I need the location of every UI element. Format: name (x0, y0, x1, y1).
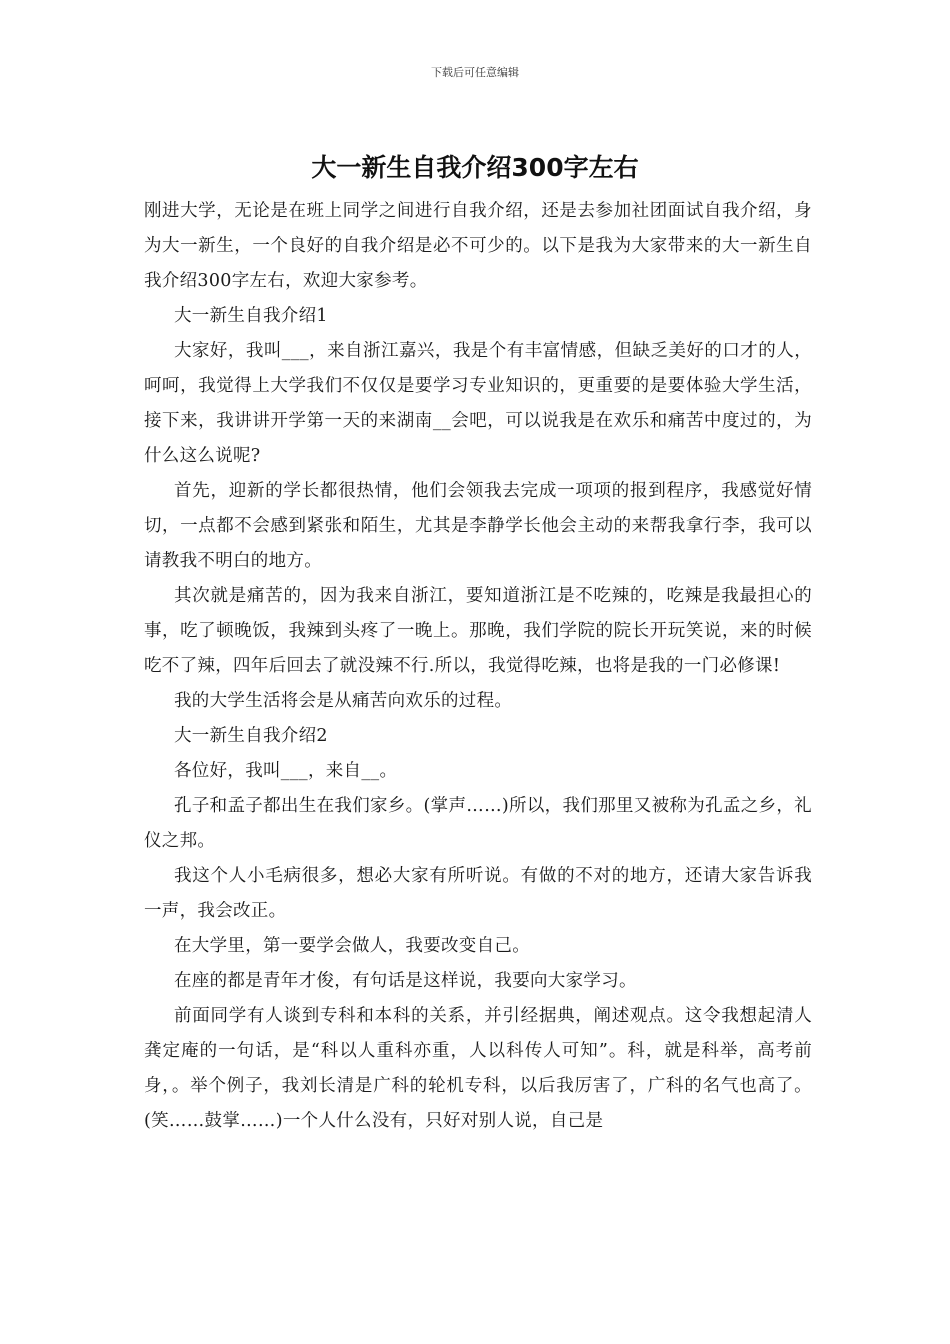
body-paragraph: 前面同学有人谈到专科和本科的关系，并引经据典，阐述观点。这令我想起清人龚定庵的一句话，是“科以人重科亦重，人以科传人可知”。科，就是科举，高考前身，。举个例子，我刘长清是广科的轮机专科，以后我厉害了，广科的名气也高了。(笑……鼓掌……)一个人什么没有，只好对别人说，自己是 (144, 1006, 812, 1131)
document-body (144, 194, 812, 1139)
body-paragraph: 在大学里，第一要学会做人，我要改变自己。 (174, 936, 530, 956)
page-header: 下载后可任意编辑 (431, 66, 519, 79)
document-title: 大一新生自我介绍300字左右 (311, 153, 639, 182)
body-paragraph: 其次就是痛苦的，因为我来自浙江，要知道浙江是不吃辣的，吃辣是我最担心的事，吃了顿晚饭，我辣到头疼了一晚上。那晚，我们学院的院长开玩笑说，来的时候吃不了辣，四年后回去了就没辣不行.所以，我觉得吃辣，也将是我的一门必修课! (144, 586, 812, 676)
section-heading-1: 大一新生自我介绍1 (174, 306, 328, 326)
body-paragraph: 在座的都是青年才俊，有句话是这样说，我要向大家学习。 (174, 971, 637, 991)
body-paragraph: 我这个人小毛病很多，想必大家有所听说。有做的不对的地方，还请大家告诉我一声，我会改正。 (144, 866, 812, 921)
body-paragraph: 孔子和孟子都出生在我们家乡。(掌声……)所以，我们那里又被称为孔孟之乡，礼仪之邦。 (144, 796, 812, 851)
body-paragraph: 各位好，我叫___，来自__。 (174, 761, 398, 781)
body-paragraph: 我的大学生活将会是从痛苦向欢乐的过程。 (174, 691, 513, 711)
body-paragraph: 大家好，我叫___，来自浙江嘉兴，我是个有丰富情感，但缺乏美好的口才的人，呵呵，我觉得上大学我们不仅仅是要学习专业知识的，更重要的是要体验大学生活，接下来，我讲讲开学第一天的来湖南__会吧，可以说我是在欢乐和痛苦中度过的，为什么这么说呢? (144, 341, 812, 466)
intro-paragraph: 刚进大学，无论是在班上同学之间进行自我介绍，还是去参加社团面试自我介绍，身为大一新生，一个良好的自我介绍是必不可少的。以下是我为大家带来的大一新生自我介绍300字左右，欢迎大家参考。 (144, 201, 812, 291)
body-paragraph: 首先，迎新的学长都很热情，他们会领我去完成一项项的报到程序，我感觉好情切，一点都不会感到紧张和陌生，尤其是李静学长他会主动的来帮我拿行李，我可以请教我不明白的地方。 (144, 481, 812, 571)
section-heading-2: 大一新生自我介绍2 (174, 726, 328, 746)
